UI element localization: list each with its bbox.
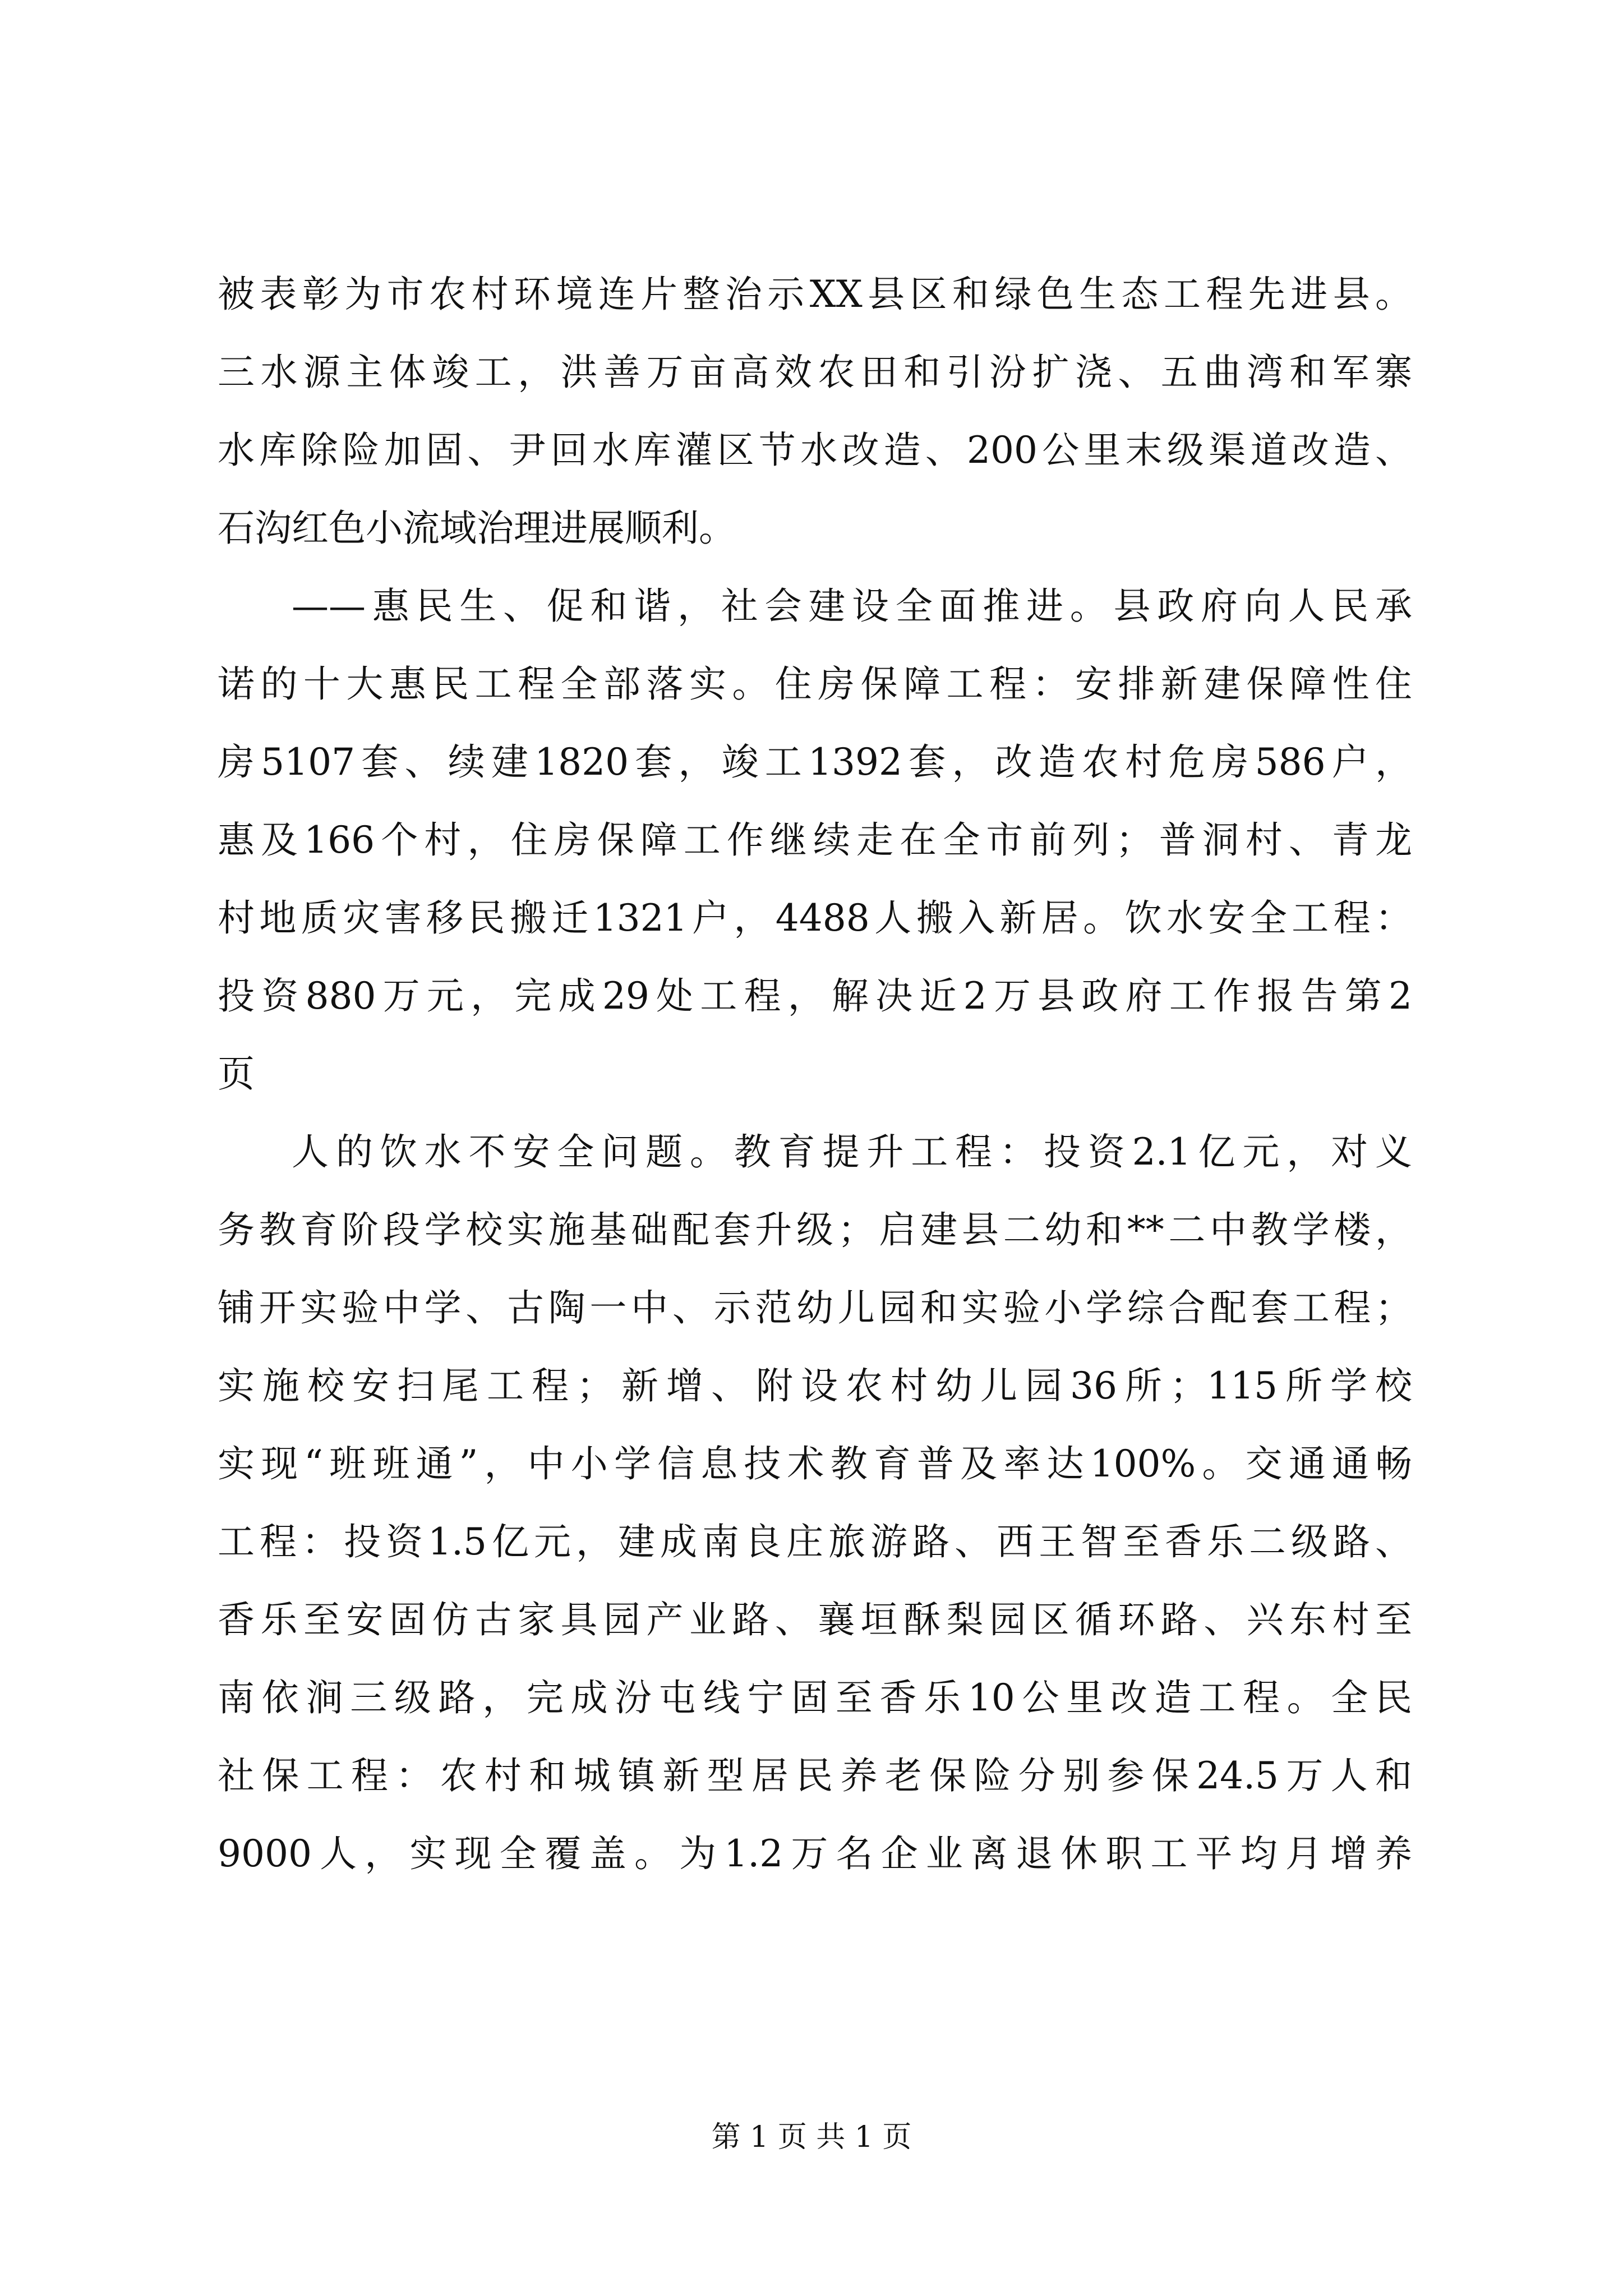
text-line: 惠及166个村，住房保障工作继续走在全市前列；普洞村、青龙	[218, 818, 1412, 862]
text-line: 香乐至安固仿古家具园产业路、襄垣酥梨园区循环路、兴东村至	[218, 1598, 1412, 1641]
text-line: 被表彰为市农村环境连片整治示XX县区和绿色生态工程先进县。	[218, 273, 1412, 316]
text-line: 工程：投资1.5亿元，建成南良庄旅游路、西王智至香乐二级路、	[218, 1520, 1412, 1563]
text-line: 社保工程：农村和城镇新型居民养老保险分别参保24.5万人和	[218, 1754, 1412, 1797]
text-line: 村地质灾害移民搬迁1321户，4488人搬入新居。饮水安全工程：	[218, 896, 1412, 940]
text-line: 9000人，实现全覆盖。为1.2万名企业离退休职工平均月增养	[218, 1832, 1412, 1875]
text-line: 房5107套、续建1820套，竣工1392套，改造农村危房586户，	[218, 740, 1412, 784]
body-text	[218, 255, 1412, 1893]
text-line: 实施校安扫尾工程；新增、附设农村幼儿园36所；115所学校	[218, 1364, 1412, 1407]
text-line: 南依涧三级路，完成汾屯线宁固至香乐10公里改造工程。全民	[218, 1676, 1412, 1719]
text-line: 石沟红色小流域治理进展顺利。	[218, 507, 736, 550]
paragraph-start-line: ——惠民生、促和谐，社会建设全面推进。县政府向人民承	[292, 585, 1412, 628]
text-line: 务教育阶段学校实施基础配套升级；启建县二幼和**二中教学楼，	[218, 1208, 1412, 1251]
text-line: 页	[218, 1052, 255, 1096]
text-line: 诺的十大惠民工程全部落实。住房保障工程：安排新建保障性住	[218, 662, 1412, 706]
text-line: 投资880万元，完成29处工程，解决近2万县政府工作报告第2	[218, 974, 1412, 1018]
text-line: 实现“班班通”，中小学信息技术教育普及率达100%。交通通畅	[218, 1442, 1412, 1485]
paragraph-start-line: 人的饮水不安全问题。教育提升工程：投资2.1亿元，对义	[292, 1130, 1412, 1174]
page-number-label: 第 1 页 共 1 页	[711, 2120, 912, 2154]
page-footer	[0, 2118, 1623, 2157]
text-line: 水库除险加固、尹回水库灌区节水改造、200公里末级渠道改造、	[218, 429, 1412, 472]
text-line: 铺开实验中学、古陶一中、示范幼儿园和实验小学综合配套工程；	[218, 1286, 1412, 1329]
text-line: 三水源主体竣工，洪善万亩高效农田和引汾扩浇、五曲湾和军寨	[218, 351, 1412, 394]
